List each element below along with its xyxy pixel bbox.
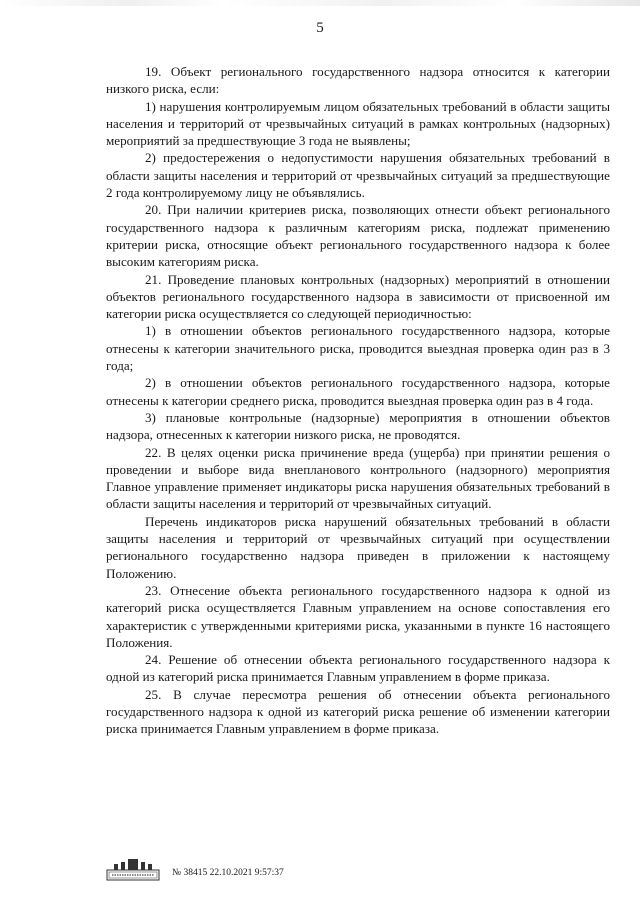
registration-number: № 38415 22.10.2021 9:57:37 — [172, 868, 284, 878]
registry-stamp-icon — [106, 856, 160, 882]
page-number: 5 — [316, 20, 324, 36]
paragraph-19: 19. Объект регионального государственного надзора относится к категории низкого риска, если: — [106, 64, 610, 97]
document-footer — [106, 856, 506, 886]
paragraph-25: 25. В случае пересмотра решения об отнесении объекта регионального государственного надзора к одной из категорий риска решение об изменении категории риска принимается Главным управлением в форме приказа. — [106, 686, 610, 737]
paragraph-21: 21. Проведение плановых контрольных (надзорных) мероприятий в отношении объектов регионального государственного надзора в зависимости от присвоенной им категории риска осуществляется со следующей периодичностью: — [106, 271, 610, 322]
paragraph-23: 23. Отнесение объекта регионального государственного надзора к одной из категорий риска осуществляется Главным управлением на основе сопоставления его характеристик с утвержденными критериями риска, указанными в пункте 16 настоящего Положения. — [106, 582, 610, 650]
paragraph-21-item-1: 1) в отношении объектов регионального государственного надзора, которые отнесены к категории значительного риска, проводится выездная проверка один раз в 3 года; — [106, 323, 610, 374]
paragraph-20: 20. При наличии критериев риска, позволяющих отнести объект регионального государственного надзора к различным категориям риска, подлежат применению критерии риска, относящие объект регионального государственного надзора к более высоким категориям риска. — [106, 202, 610, 270]
paragraph-21-item-2: 2) в отношении объектов регионального государственного надзора, которые отнесены к категории среднего риска, проводится выездная проверка один раз в 4 года. — [106, 375, 610, 408]
paragraph-21-item-3: 3) плановые контрольные (надзорные) мероприятия в отношении объектов надзора, отнесенных к категории низкого риска, не проводятся. — [106, 409, 610, 443]
paragraph-indicators-list: Перечень индикаторов риска нарушений обязательных требований в области защиты населения и территорий от чрезвычайных ситуаций при осуществлении регионального государственно надзора приведен в приложении к настоящему Положению. — [106, 513, 610, 581]
paragraph-24: 24. Решение об отнесении объекта регионального государственного надзора к одной из категорий риска принимается Главным управлением в форме приказа. — [106, 652, 610, 685]
document-body — [106, 63, 610, 738]
scan-edge-shadow — [0, 0, 640, 6]
paragraph-19-item-1: 1) нарушения контролируемым лицом обязательных требований в области защиты населения и территорий от чрезвычайных ситуаций в рамках контрольных (надзорных) мероприятий за предшествующие 3 года не выявлены; — [106, 98, 610, 149]
paragraph-19-item-2: 2) предостережения о недопустимости нарушения обязательных требований в области защиты населения и территорий от чрезвычайных ситуаций за предшествующие 2 года контролируемому лицу не объявлялись. — [106, 150, 610, 201]
paragraph-22: 22. В целях оценки риска причинение вреда (ущерба) при принятии решения о проведении и выборе вида внепланового контрольного (надзорного) мероприятия Главное управление применяет индикаторы риска нарушения обязательных требований в области защиты населения и территорий от чрезвычайных ситуаций. — [106, 444, 610, 512]
